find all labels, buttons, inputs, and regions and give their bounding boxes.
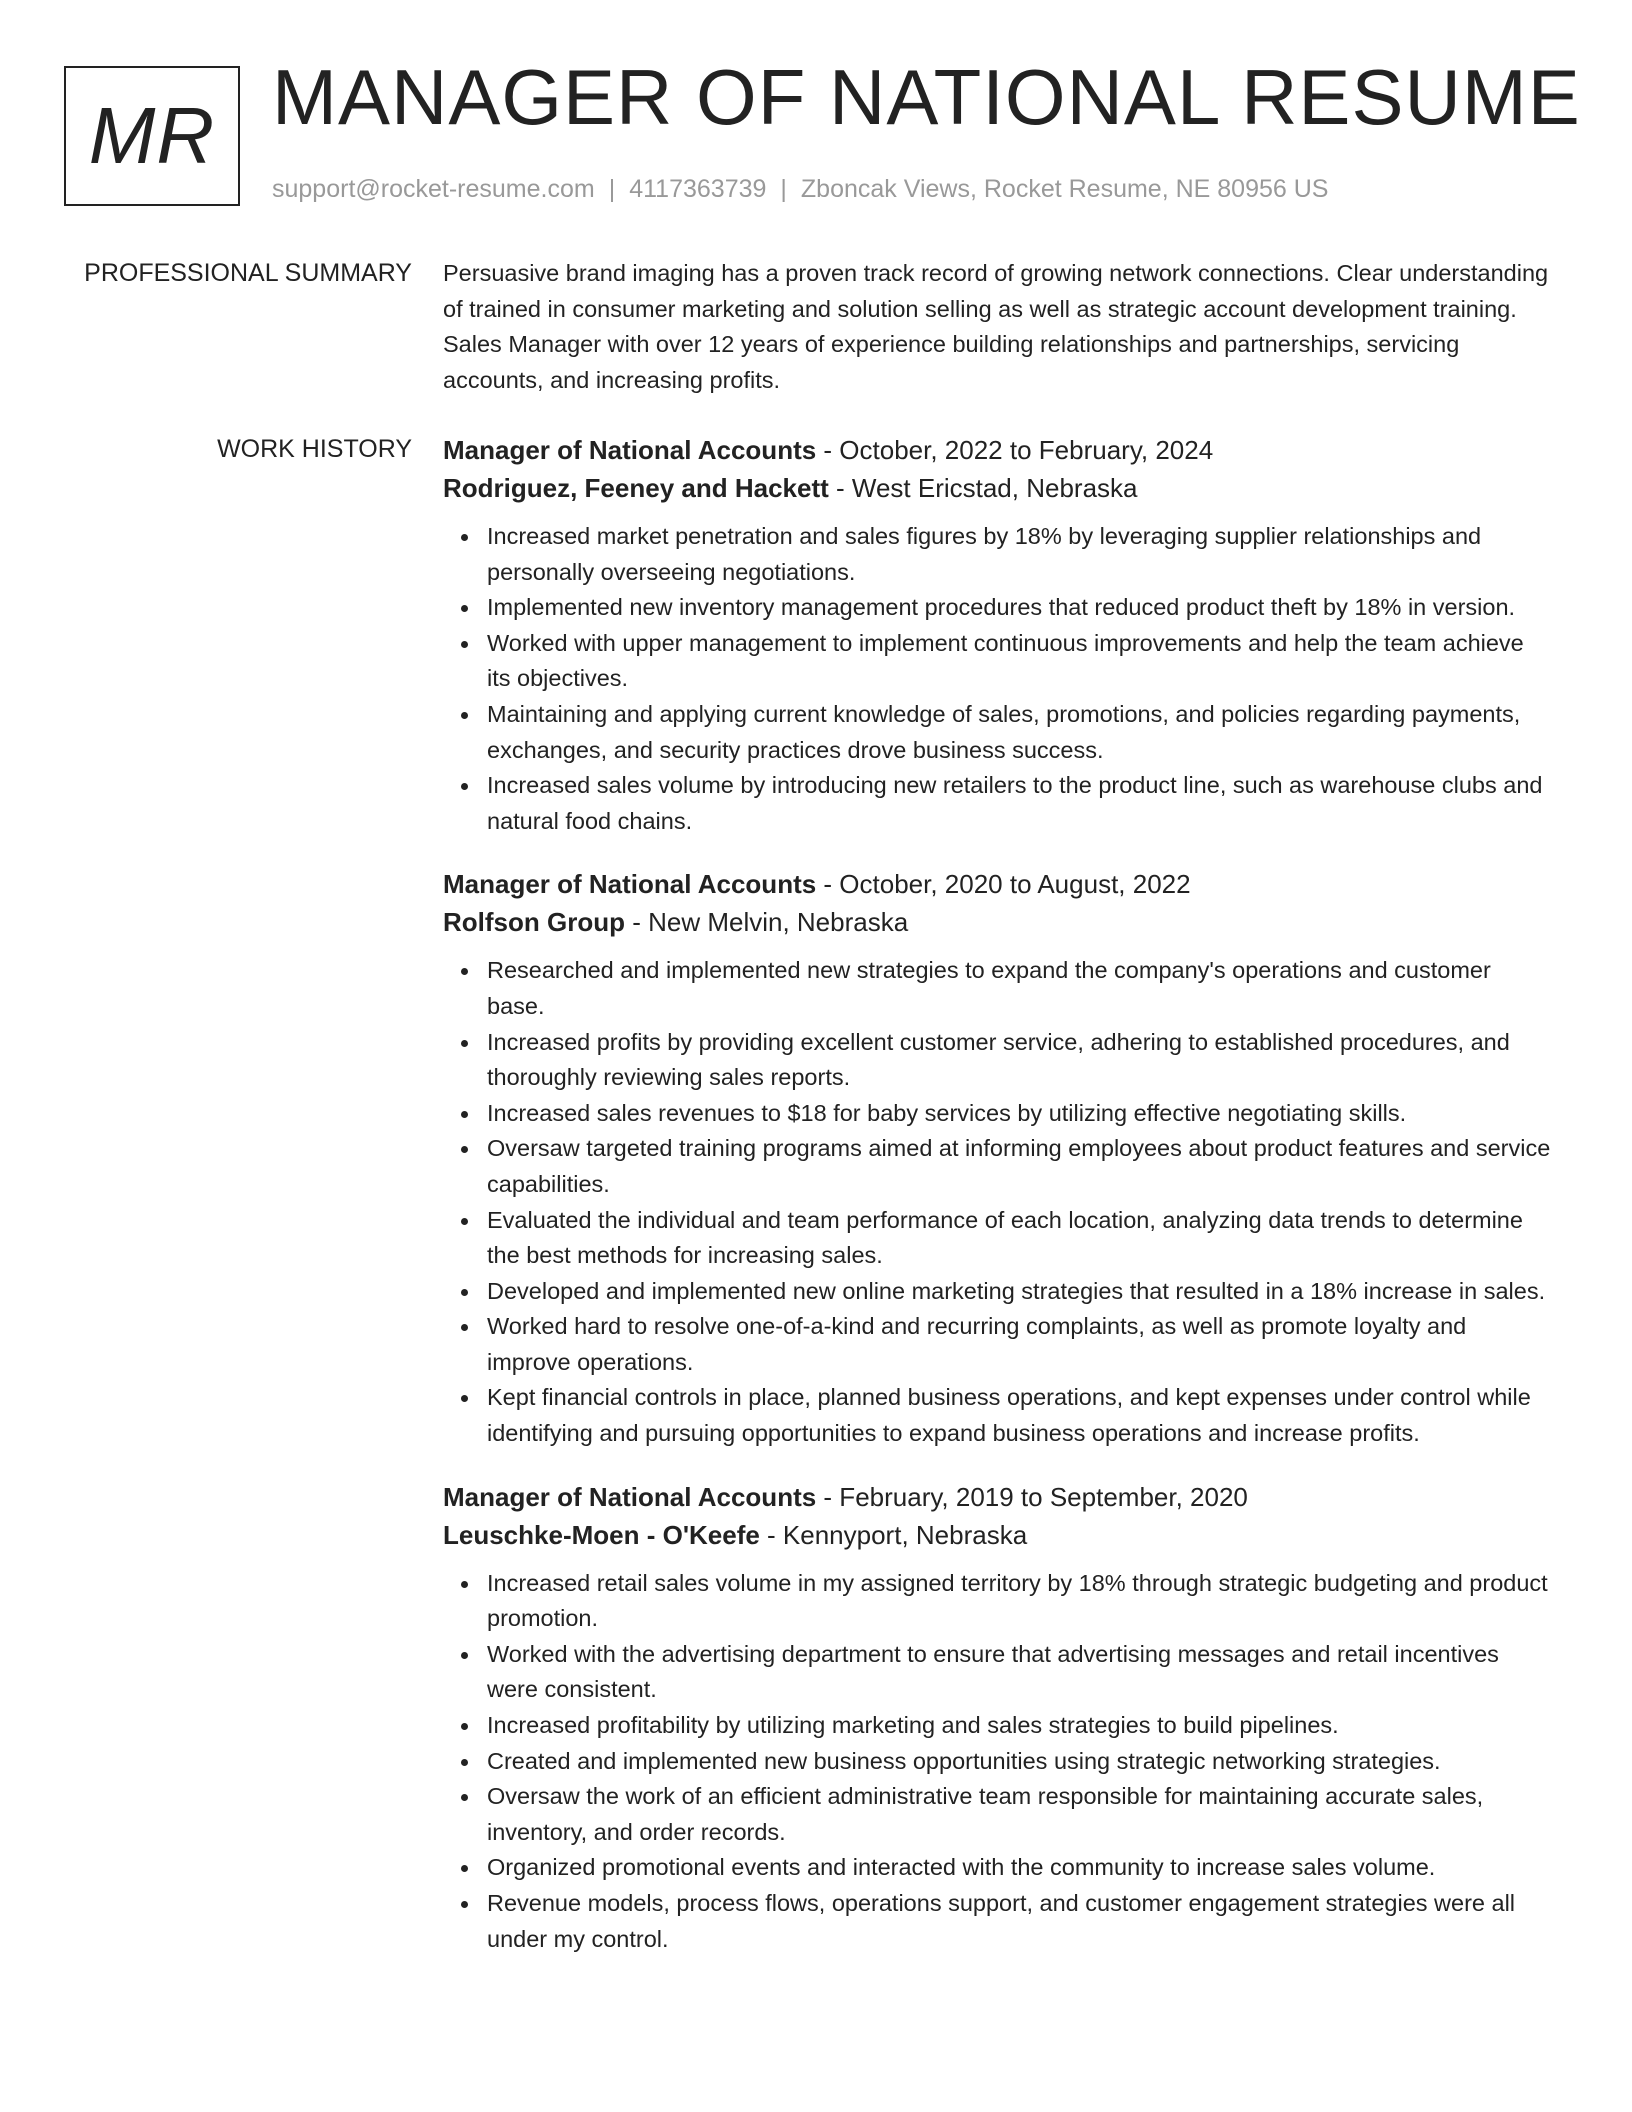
- job-entry: [443, 431, 1553, 839]
- job-bullet: Worked hard to resolve one-of-a-kind and recurring complaints, as well as promote loyalty and improve operations.: [487, 1309, 1553, 1380]
- summary-section: [443, 256, 1553, 398]
- job-location: - New Melvin, Nebraska: [624, 907, 909, 938]
- job-company-line: [443, 1516, 1553, 1554]
- resume-name: MANAGER OF NATIONAL RESUME: [272, 53, 1581, 141]
- job-title-line: [443, 1478, 1553, 1516]
- job-title: Manager of National Accounts: [443, 1481, 817, 1512]
- job-bullet: Maintaining and applying current knowledge of sales, promotions, and policies regarding payments, exchanges, and security practices drove business success.: [487, 697, 1553, 768]
- job-bullet: Increased profitability by utilizing marketing and sales strategies to build pipelines.: [487, 1708, 1553, 1744]
- job-bullet: Developed and implemented new online marketing strategies that resulted in a 18% increase in sales.: [487, 1274, 1553, 1310]
- job-company-line: [443, 469, 1553, 507]
- job-entry: [443, 1478, 1553, 1958]
- job-bullet: Increased sales volume by introducing new retailers to the product line, such as warehouse clubs and natural food chains.: [487, 768, 1553, 839]
- summary-text: Persuasive brand imaging has a proven track record of growing network connections. Clear understanding of trained in consumer marketing and solution selling as well as strategic account development training. Sales Manager with over 12 years of experience building relationships and partnerships, servicing accounts, and increasing profits.: [443, 260, 1549, 393]
- job-bullet-list: [443, 1566, 1553, 1958]
- job-bullet: Revenue models, process flows, operations support, and customer engagement strategies were all under my control.: [487, 1886, 1553, 1957]
- work-history-section: [443, 431, 1553, 1983]
- job-dates: - February, 2019 to September, 2020: [816, 1481, 1248, 1512]
- summary-heading: PROFESSIONAL SUMMARY: [84, 259, 412, 287]
- job-bullet: Organized promotional events and interacted with the community to increase sales volume.: [487, 1850, 1553, 1886]
- job-bullet: Worked with the advertising department to ensure that advertising messages and retail incentives were consistent.: [487, 1637, 1553, 1708]
- job-bullet: Oversaw the work of an efficient administrative team responsible for maintaining accurate sales, inventory, and order records.: [487, 1779, 1553, 1850]
- job-company: Rodriguez, Feeney and Hackett: [443, 473, 829, 503]
- job-bullet: Increased retail sales volume in my assigned territory by 18% through strategic budgeting and product promotion.: [487, 1566, 1553, 1637]
- contact-line: [272, 174, 1328, 204]
- work-history-heading: WORK HISTORY: [217, 435, 412, 463]
- job-bullet: Increased profits by providing excellent customer service, adhering to established procedures, and thoroughly reviewing sales reports.: [487, 1025, 1553, 1096]
- contact-address: Zboncak Views, Rocket Resume, NE 80956 US: [800, 175, 1329, 203]
- monogram-logo: MR: [64, 66, 240, 206]
- job-bullet: Increased market penetration and sales figures by 18% by leveraging supplier relationships and personally overseeing negotiations.: [487, 519, 1553, 590]
- job-bullet: Increased sales revenues to $18 for baby services by utilizing effective negotiating skills.: [487, 1096, 1553, 1132]
- contact-email: support@rocket-resume.com: [272, 175, 595, 203]
- job-dates: - October, 2020 to August, 2022: [816, 869, 1191, 900]
- job-location: - West Ericstad, Nebraska: [828, 473, 1138, 503]
- job-entry: [443, 865, 1553, 1451]
- job-bullet: Evaluated the individual and team performance of each location, analyzing data trends to determine the best methods for increasing sales.: [487, 1203, 1553, 1274]
- job-title-line: [443, 431, 1553, 469]
- job-location: - Kennyport, Nebraska: [759, 1519, 1028, 1550]
- job-title: Manager of National Accounts: [443, 435, 817, 465]
- job-bullet-list: [443, 519, 1553, 839]
- job-bullet: Oversaw targeted training programs aimed at informing employees about product features and service capabilities.: [487, 1131, 1553, 1202]
- job-title-line: [443, 865, 1553, 903]
- job-bullet: Researched and implemented new strategies to expand the company's operations and customer base.: [487, 953, 1553, 1024]
- contact-separator: |: [780, 175, 787, 203]
- job-company-line: [443, 903, 1553, 941]
- job-title: Manager of National Accounts: [443, 869, 817, 900]
- job-company: Rolfson Group: [443, 907, 625, 938]
- job-bullet: Worked with upper management to implement continuous improvements and help the team achieve its objectives.: [487, 626, 1553, 697]
- job-bullet: Implemented new inventory management procedures that reduced product theft by 18% in version.: [487, 590, 1553, 626]
- job-bullet-list: [443, 953, 1553, 1451]
- job-dates: - October, 2022 to February, 2024: [816, 435, 1214, 465]
- contact-separator: |: [608, 175, 616, 203]
- job-company: Leuschke-Moen - O'Keefe: [443, 1519, 760, 1550]
- contact-phone: 4117363739: [629, 175, 767, 203]
- job-bullet: Created and implemented new business opportunities using strategic networking strategies.: [487, 1744, 1553, 1780]
- job-bullet: Kept financial controls in place, planned business operations, and kept expenses under control while identifying and pursuing opportunities to expand business operations and increase profits.: [487, 1380, 1553, 1451]
